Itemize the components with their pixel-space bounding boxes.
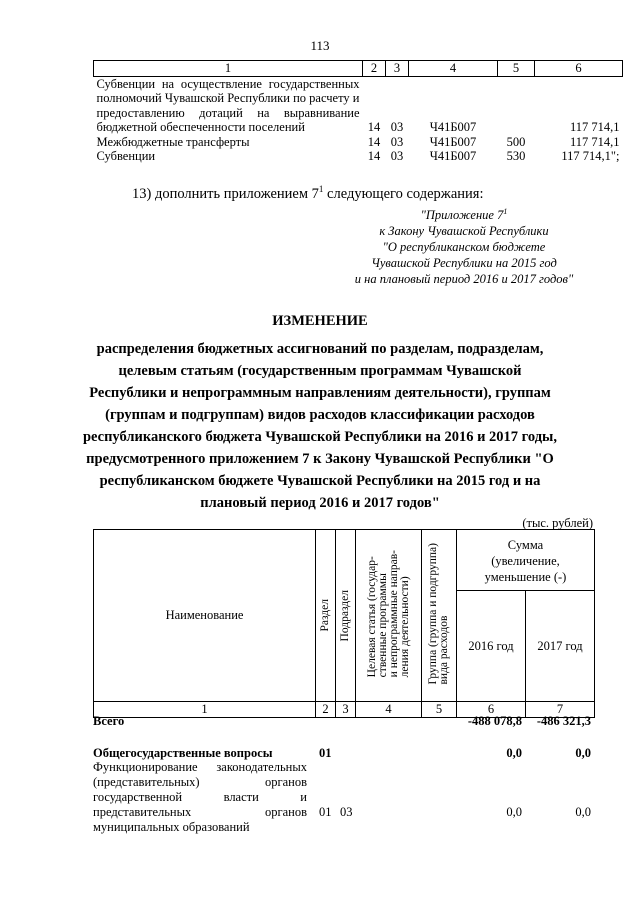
row-name: Субвенции на осуществление государственных полномочий Чувашской Республики по расчету и предоставлению дотаций на выравнивание бюджетной обеспеченности поселений	[96, 76, 360, 134]
row-2016: 0,0	[506, 746, 522, 760]
total-2017: -486 321,3	[536, 714, 591, 728]
row-2017: 0,0	[575, 805, 591, 819]
header-cell: 4	[409, 61, 498, 77]
row-cs: Ч41Б007	[429, 149, 477, 163]
row-name: Межбюджетные трансферты	[96, 134, 250, 149]
total-2016: -488 078,8	[467, 714, 522, 728]
row-vr	[498, 76, 535, 135]
row-razdel: 14	[367, 120, 381, 134]
total-label: Всего	[93, 714, 125, 728]
col-number: 1	[94, 702, 316, 718]
row-vr: 500	[506, 134, 526, 149]
col-podrazdel-label: Подраздел	[339, 589, 351, 642]
col-sum-line: Сумма	[507, 538, 544, 552]
amendment-text	[132, 184, 483, 203]
col-cs-label	[367, 550, 411, 677]
row-razdel: 14	[367, 134, 381, 149]
col-number: 7	[526, 702, 595, 718]
top-table-header	[94, 61, 623, 77]
appendix-heading	[344, 204, 584, 287]
row-sum: 117 714,1	[569, 134, 620, 149]
document-title: ИЗМЕНЕНИЕ	[272, 313, 368, 329]
col-number: 3	[336, 702, 356, 718]
row-razdel: 01	[319, 746, 332, 760]
table-row	[94, 76, 623, 135]
col-number: 2	[316, 702, 336, 718]
col-number: 4	[356, 702, 422, 718]
header-cell: 5	[498, 61, 535, 77]
document-subtitle: распределения бюджетных ассигнований по разделам, подразделам, целевым статьям (государственным программам Чувашской Республики и непрограммным направлениям деятельности), группам (группам и подгруппам) видов расходов классификации расходов республиканского бюджета Чувашской Республики на 2016 и 2017 годы, предусмотренного приложением 7 к Закону Чувашской Республики "О республиканском бюджете Чувашской Республики на 2015 год и на плановый период 2016 и 2017 годов"	[82, 341, 558, 511]
main-table-header	[93, 529, 595, 718]
row-2016: 0,0	[506, 805, 522, 819]
row-cs: Ч41Б007	[429, 134, 477, 149]
col-2017-header: 2017 год	[526, 591, 595, 702]
header-cell: 6	[535, 61, 623, 77]
appendix-line-1: "Приложение 7	[420, 208, 504, 223]
col-cs-line: и непрограммные направ-	[387, 549, 400, 678]
appendix-line-2: к Закону Чувашской Республики	[379, 224, 549, 239]
row-sum: 117 714,1";	[561, 149, 620, 163]
units-label: (тыс. рублей)	[522, 516, 593, 530]
table-row	[94, 149, 623, 164]
col-vr-header	[422, 530, 457, 702]
col-number: 5	[422, 702, 457, 718]
row-razdel: 14	[367, 149, 381, 163]
col-vr-label	[428, 543, 450, 685]
col-cs-line: ления деятельности)	[398, 576, 411, 678]
row-name: Общегосударственные вопросы	[93, 746, 273, 760]
amendment-text-end: следующего содержания:	[323, 185, 484, 202]
amendment-text-main: 13) дополнить приложением 7	[132, 185, 319, 202]
col-razdel-header	[316, 530, 336, 702]
row-razdel: 01	[319, 805, 332, 819]
row-podrazdel: 03	[390, 149, 404, 163]
col-2016-header: 2016 год	[457, 591, 526, 702]
col-sum-header	[457, 530, 595, 591]
appendix-line-3: "О республиканском бюджете	[382, 240, 546, 255]
col-name-header: Наименование	[94, 530, 316, 702]
row-podrazdel: 03	[390, 134, 404, 149]
row-name: Субвенции	[96, 149, 156, 163]
appendix-line-4: Чувашской Республики на 2015 год	[371, 256, 557, 271]
col-cs-line: ственные программы	[376, 573, 389, 678]
row-name: Функционирование законодательных (представительных) органов государственной власти и представительных органов муниципальных образований	[93, 760, 307, 834]
header-cell: 3	[386, 61, 409, 77]
col-number: 6	[457, 702, 526, 718]
col-vr-line: вида расходов	[438, 615, 450, 685]
appendix-line-5: и на плановый период 2016 и 2017 годов"	[354, 272, 574, 287]
row-vr: 530	[506, 149, 526, 163]
col-podrazdel-header	[336, 530, 356, 702]
row-sum: 117 714,1	[569, 120, 620, 134]
col-cs-header	[356, 530, 422, 702]
header-cell: 1	[94, 61, 363, 77]
row-podrazdel: 03	[390, 120, 404, 134]
page-number: 113	[310, 38, 330, 53]
amendment-sup: 1	[318, 184, 324, 194]
appendix-sup: 1	[503, 207, 508, 216]
table-row	[94, 135, 623, 150]
appendix-line	[344, 204, 584, 223]
row-2017: 0,0	[575, 746, 591, 760]
col-vr-line: Группа (группа и подгруппа)	[427, 542, 439, 685]
col-cs-line: Целевая статья (государ-	[365, 556, 378, 678]
col-sum-line: (увеличение,	[491, 554, 560, 568]
row-podrazdel: 03	[340, 805, 353, 819]
row-cs: Ч41Б007	[429, 120, 477, 134]
header-cell: 2	[363, 61, 386, 77]
top-table	[93, 60, 623, 164]
col-razdel-label: Раздел	[319, 599, 331, 632]
col-sum-line: уменьшение (-)	[484, 570, 567, 584]
